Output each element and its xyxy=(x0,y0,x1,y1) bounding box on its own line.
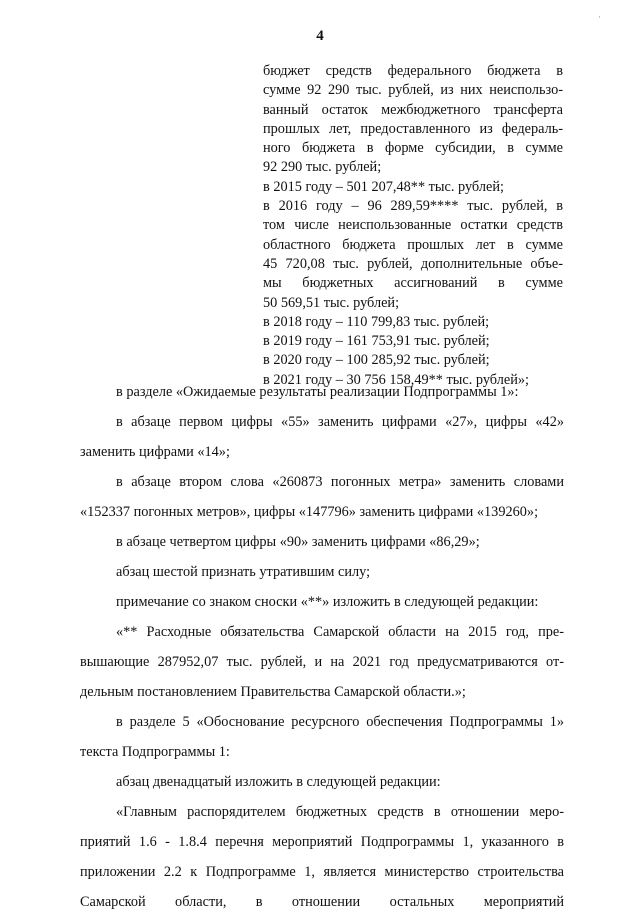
paragraph: абзац двенадцатый изложить в следующей редакции: xyxy=(116,774,441,790)
schedule-line: в 2020 году – 100 285,92 тыс. рублей; xyxy=(263,352,490,369)
schedule-line: 50 569,51 тыс. рублей; xyxy=(263,294,400,311)
schedule-line: 45 720,08 тыс. рублей, дополнительные объе- xyxy=(263,255,563,272)
schedule-line: прошлых лет, предоставленного из федераль- xyxy=(263,120,563,137)
schedule-line: 92 290 тыс. рублей; xyxy=(263,159,382,176)
document-body xyxy=(80,377,564,917)
paragraph: в разделе 5 «Обоснование ресурсного обеспечения Подпрограммы 1» текста Подпрограммы 1: xyxy=(80,714,564,760)
schedule-line: в 2015 году – 501 207,48** тыс. рублей; xyxy=(263,178,504,195)
paragraph: примечание со знаком сноски «**» изложить в следующей редакции: xyxy=(116,594,539,610)
scan-mark: · xyxy=(598,12,601,22)
schedule-line: областного бюджета прошлых лет в сумме xyxy=(263,236,563,253)
schedule-line: бюджет средств федерального бюджета в xyxy=(263,63,563,79)
paragraph: в абзаце втором слова «260873 погонных метра» заменить словами «152337 погонных метров», цифры «147796» заменить цифрами «139260»; xyxy=(80,474,564,520)
schedule-line: ного бюджета в форме субсидии, в сумме xyxy=(263,140,563,157)
schedule-line: в 2016 году – 96 289,59**** тыс. рублей, в xyxy=(263,198,563,215)
paragraph: абзац шестой признать утратившим силу; xyxy=(116,564,371,580)
paragraph: в абзаце четвертом цифры «90» заменить цифрами «86,29»; xyxy=(116,534,480,550)
paragraph: в абзаце первом цифры «55» заменить цифрами «27», цифры «42» заменить цифрами «14»; xyxy=(80,414,564,460)
schedule-line: сумме 92 290 тыс. рублей, из них неиспользо- xyxy=(263,82,563,99)
paragraph: в разделе «Ожидаемые результаты реализации Подпрограммы 1»: xyxy=(116,384,519,400)
schedule-line: в 2018 году – 110 799,83 тыс. рублей; xyxy=(263,313,490,330)
footnote-paragraph: «** Расходные обязательства Самарской области на 2015 год, превышающие 287952,07 тыс. рублей, и на 2021 год предусматриваются отдельным постановлением Правительства Самарской области.»; xyxy=(80,624,564,700)
schedule-line: мы бюджетных ассигнований в сумме xyxy=(263,275,563,292)
schedule-line: в 2019 году – 161 753,91 тыс. рублей; xyxy=(263,333,490,350)
funding-schedule-block xyxy=(263,62,563,390)
schedule-line: ванный остаток межбюджетного трансферта xyxy=(263,101,563,118)
paragraph: «Главным распорядителем бюджетных средств в отношении мероприятий 1.6 - 1.8.4 перечня мероприятий Подпрограммы 1, указанного в приложении 2.2 к Подпрограмме 1, является министерство строительства Самарской области, в отношении остальных мероприятий xyxy=(80,804,564,910)
schedule-line: в 2021 году – 30 756 158,49** тыс. рублей»; xyxy=(263,371,529,388)
page-number: 4 xyxy=(316,28,324,44)
schedule-line: том числе неиспользованные остатки средств xyxy=(263,217,563,234)
